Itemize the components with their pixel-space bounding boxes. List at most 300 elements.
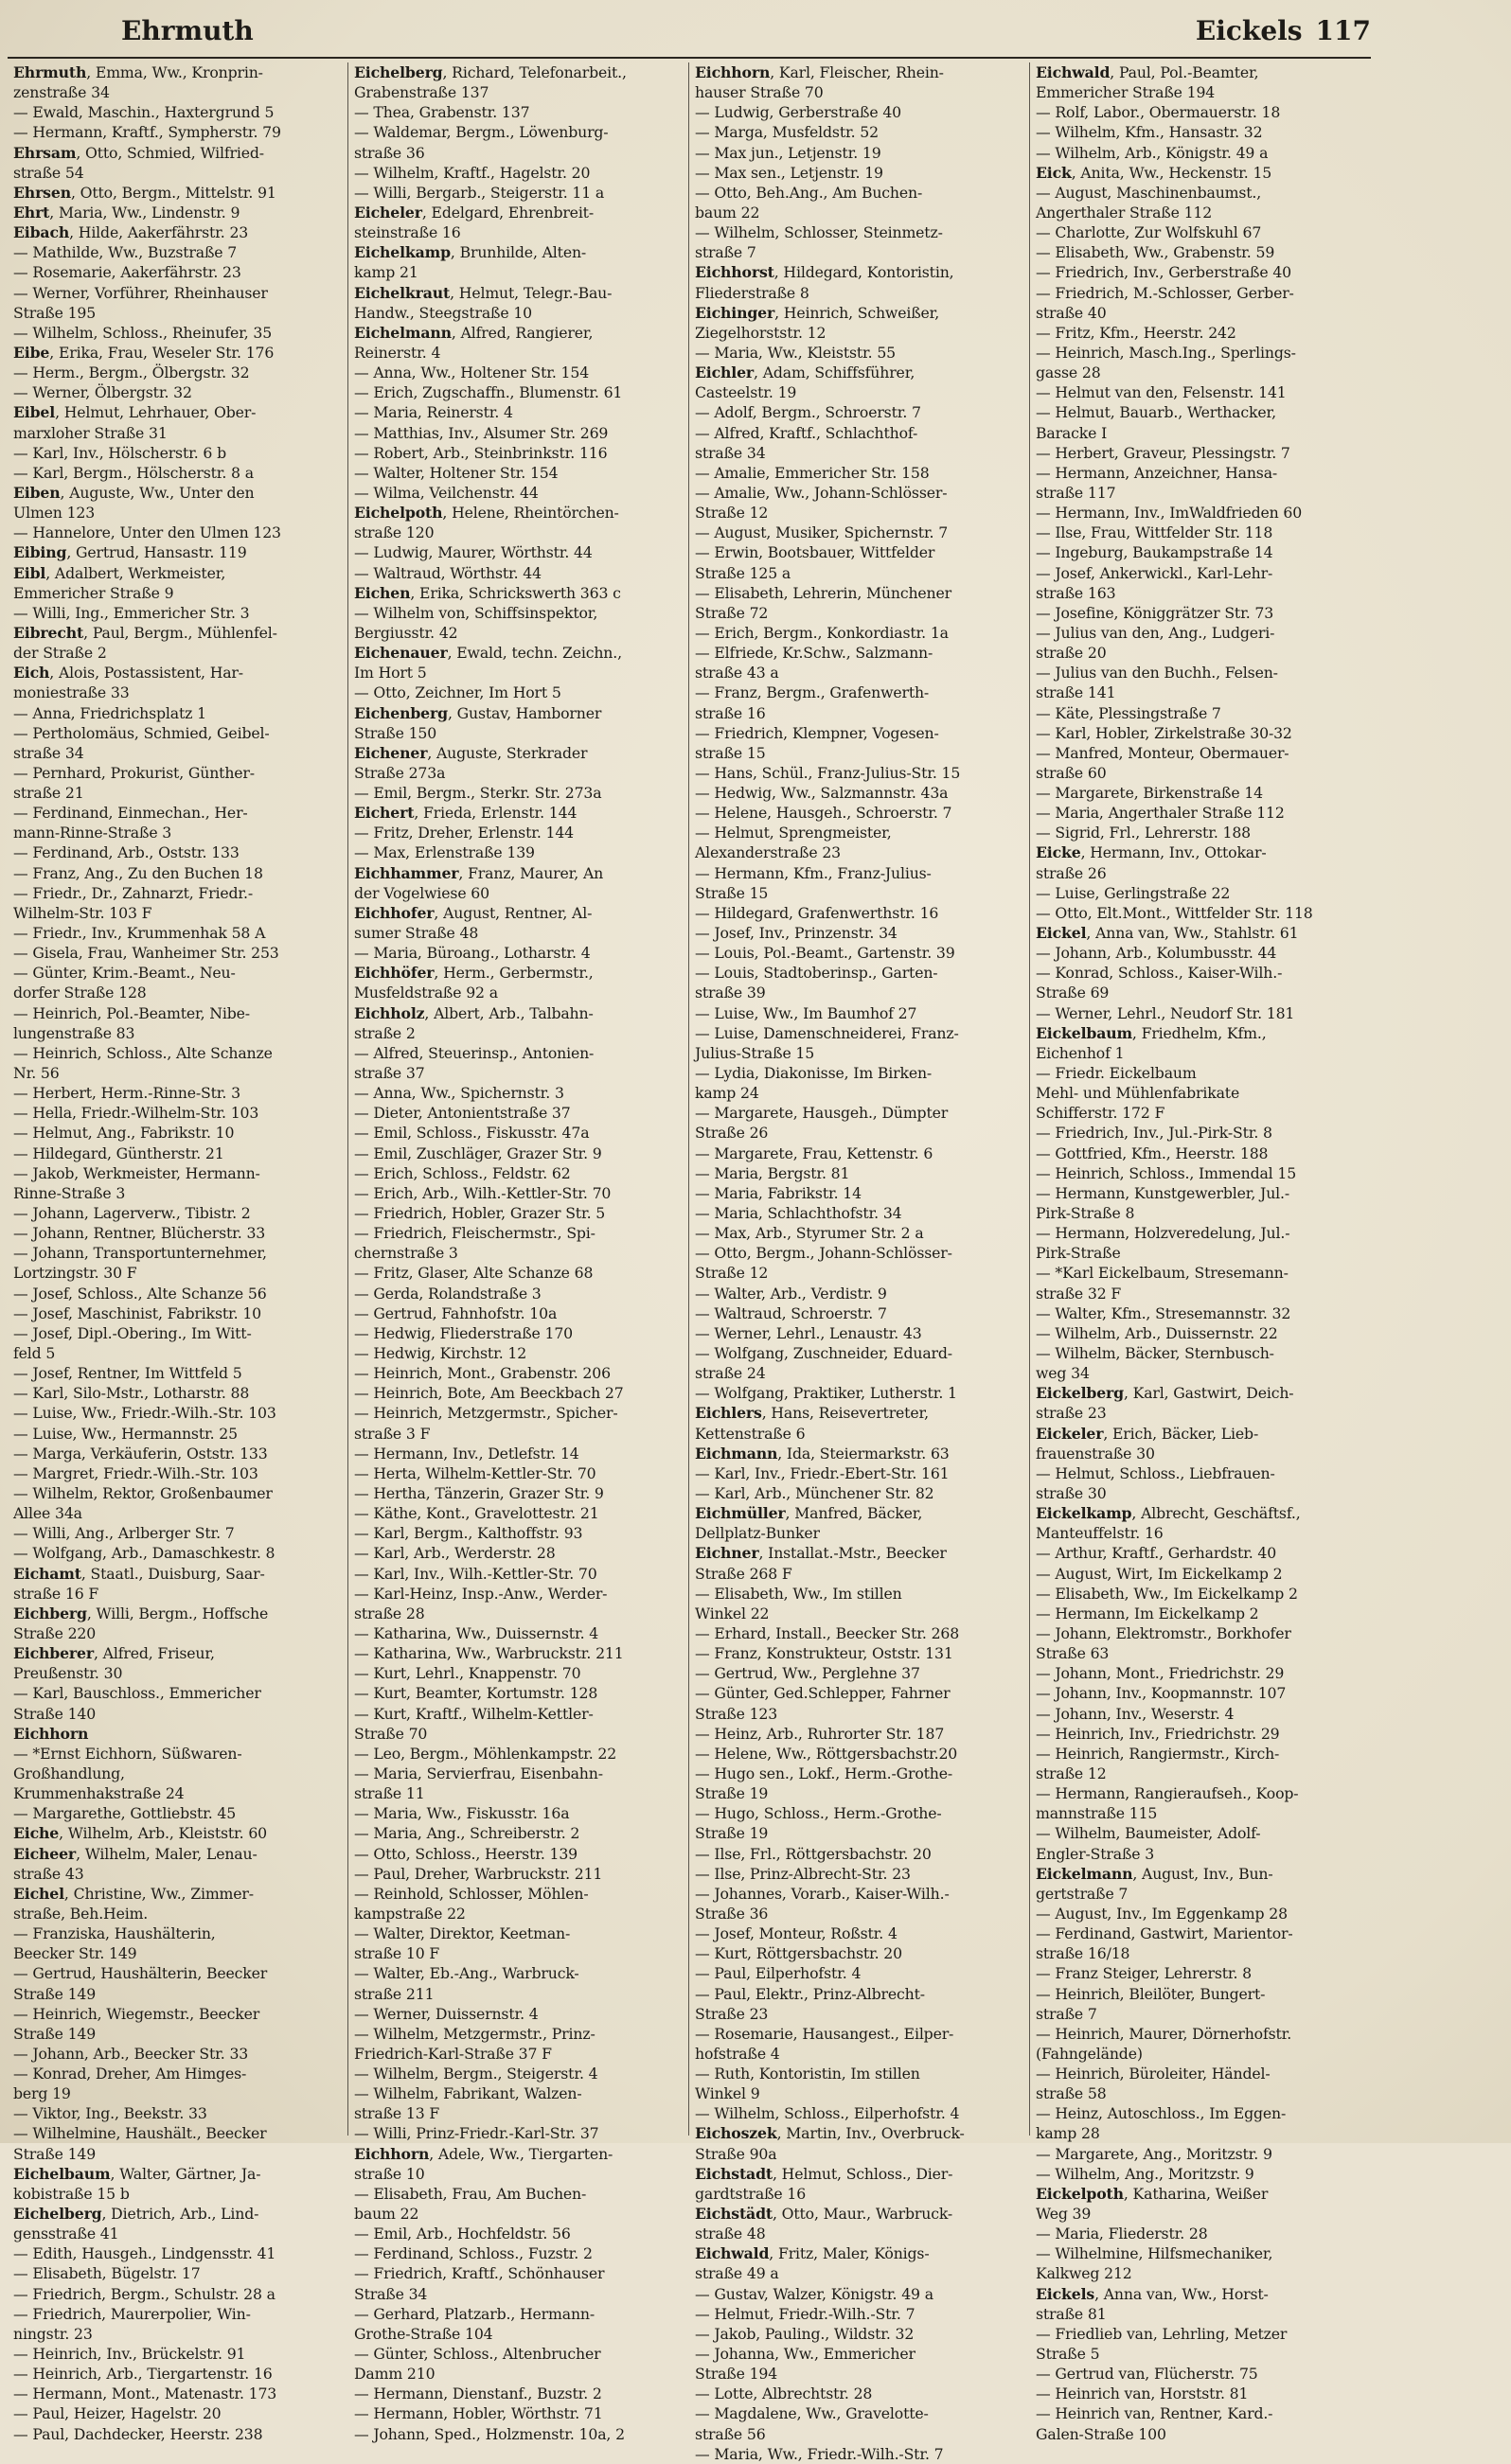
directory-line: — Friedrich, Inv., Jul.-Pirk-Str. 8 (1036, 1124, 1272, 1143)
directory-line: Eickel, Anna van, Ww., Stahlstr. 61 (1036, 924, 1299, 943)
directory-line: — Heinz, Arb., Ruhrorter Str. 187 (695, 1724, 945, 1743)
directory-line: Allee 34a (13, 1504, 82, 1523)
directory-line: — Kurt, Lehrl., Knappenstr. 70 (354, 1664, 581, 1683)
directory-line: Eiben, Auguste, Ww., Unter den (13, 483, 255, 502)
directory-line: — Heinrich, Metzgermstr., Spicher- (354, 1404, 618, 1423)
directory-line: — Luise, Ww., Hermannstr. 25 (13, 1424, 238, 1443)
directory-line: Eichen, Erika, Schrickswerth 363 c (354, 583, 621, 602)
directory-line: — Anna, Friedrichsplatz 1 (13, 703, 206, 722)
directory-line: Eichinger, Heinrich, Schweißer, (695, 303, 940, 322)
directory-line: Galen-Straße 100 (1036, 2424, 1166, 2443)
directory-line: — Anna, Ww., Spichernstr. 3 (354, 1084, 564, 1103)
directory-line: Eibrecht, Paul, Bergm., Mühlenfel- (13, 623, 277, 642)
directory-line: straße 7 (695, 243, 756, 262)
directory-line: — Josef, Dipl.-Obering., Im Witt- (13, 1323, 252, 1342)
directory-line: — Johanna, Ww., Emmericher (695, 2345, 915, 2364)
directory-line: — Josef, Ankerwickl., Karl-Lehr- (1036, 563, 1273, 582)
directory-line: hauser Straße 70 (695, 83, 824, 102)
directory-line: — Karl, Inv., Hölscherstr. 6 b (13, 443, 226, 462)
directory-line: Eichelberg, Richard, Telefonarbeit., (354, 63, 627, 81)
directory-line: — Gustav, Walzer, Königstr. 49 a (695, 2284, 933, 2303)
directory-line: Ehrmuth, Emma, Ww., Kronprin- (13, 63, 263, 81)
directory-line: — Maria, Servierfrau, Eisenbahn- (354, 1764, 603, 1782)
directory-line: — Rosemarie, Hausangest., Eilper- (695, 2024, 954, 2043)
directory-line: Eichlers, Hans, Reisevertreter, (695, 1404, 929, 1423)
column-4 (1030, 62, 1371, 2443)
directory-line: chernstraße 3 (354, 1244, 458, 1263)
directory-line: Kettenstraße 6 (695, 1424, 806, 1443)
directory-line: — Hermann, Rangieraufseh., Koop- (1036, 1784, 1299, 1803)
directory-line: — Paul, Heizer, Hagelstr. 20 (13, 2404, 222, 2423)
directory-line: — Hermann, Hobler, Wörthstr. 71 (354, 2404, 603, 2423)
directory-line: Nr. 56 (13, 1064, 60, 1083)
directory-line: straße 16 (695, 703, 766, 722)
directory-line: — Hermann, Dienstanf., Buzstr. 2 (354, 2384, 602, 2403)
directory-line: Emmericher Straße 194 (1036, 83, 1216, 102)
directory-line: Eichstadt, Helmut, Schloss., Dier- (695, 2164, 953, 2183)
directory-line: — Maria, Ww., Kleiststr. 55 (695, 343, 896, 362)
directory-line: — Elisabeth, Ww., Im stillen (695, 1584, 902, 1603)
directory-line: Im Hort 5 (354, 664, 427, 682)
directory-line: — Marga, Verkäuferin, Oststr. 133 (13, 1444, 268, 1462)
directory-line: straße 2 (354, 1023, 416, 1042)
directory-line: — Karl, Inv., Friedr.-Ebert-Str. 161 (695, 1463, 950, 1482)
directory-line: — Ferdinand, Schloss., Fuzstr. 2 (354, 2244, 593, 2263)
directory-line: — Wilhelmine, Hilfsmechaniker, (1036, 2244, 1273, 2263)
directory-line: — Elisabeth, Frau, Am Buchen- (354, 2184, 587, 2203)
directory-line: — Charlotte, Zur Wolfskuhl 67 (1036, 223, 1262, 242)
directory-line: Straße 149 (13, 2144, 97, 2163)
directory-line: — Lydia, Diakonisse, Im Birken- (695, 1064, 933, 1083)
directory-line: straße 24 (695, 1364, 766, 1383)
directory-line: straße 34 (13, 743, 84, 762)
directory-line: straße 40 (1036, 303, 1107, 322)
directory-line: — Ingeburg, Baukampstraße 14 (1036, 543, 1273, 562)
directory-line: — Josef, Maschinist, Fabrikstr. 10 (13, 1303, 261, 1322)
directory-line: — Otto, Bergm., Johann-Schlösser- (695, 1244, 952, 1263)
running-head-right-name: Eickels (1195, 15, 1303, 46)
directory-line: — Hannelore, Unter den Ulmen 123 (13, 523, 281, 542)
directory-line: — Max sen., Letjenstr. 19 (695, 163, 883, 182)
directory-line: — Thea, Grabenstr. 137 (354, 103, 530, 122)
directory-line: straße 60 (1036, 763, 1107, 782)
directory-line: marxloher Straße 31 (13, 423, 168, 442)
directory-line: — Johann, Transportunternehmer, (13, 1244, 267, 1263)
directory-line: — Erich, Bergm., Konkordiastr. 1a (695, 623, 949, 642)
directory-line: — Günter, Schloss., Altenbrucher (354, 2345, 601, 2364)
directory-line: — Heinrich, Bote, Am Beeckbach 27 (354, 1384, 624, 1403)
directory-line: — Emil, Bergm., Sterkr. Str. 273a (354, 784, 602, 803)
directory-line: — Hedwig, Fliederstraße 170 (354, 1323, 574, 1342)
directory-line: weg 34 (1036, 1364, 1090, 1383)
directory-line: Eichelkraut, Helmut, Telegr.-Bau- (354, 283, 613, 302)
directory-line: straße 36 (354, 143, 425, 162)
directory-line: — Werner, Lehrl., Lenaustr. 43 (695, 1323, 922, 1342)
directory-line: Eichamt, Staatl., Duisburg, Saar- (13, 1564, 265, 1583)
directory-line: — Heinrich, Rangiermstr., Kirch- (1036, 1744, 1280, 1763)
directory-line: Straße 19 (695, 1784, 769, 1803)
directory-line: — Willi, Ang., Arlberger Str. 7 (13, 1524, 235, 1543)
header-rule (8, 57, 1371, 59)
directory-line: — Karl, Bergm., Hölscherstr. 8 a (13, 463, 254, 482)
directory-line: gertstraße 7 (1036, 1884, 1129, 1903)
directory-line: — Hermann, Kraftf., Sympherstr. 79 (13, 123, 281, 142)
directory-line: Straße 70 (354, 1724, 428, 1743)
directory-line: straße 13 F (354, 2104, 440, 2123)
directory-line: — Alfred, Kraftf., Schlachthof- (695, 423, 918, 442)
directory-line: — Heinrich, Inv., Friedrichstr. 29 (1036, 1724, 1280, 1743)
directory-line: — Helmut, Sprengmeister, (695, 824, 892, 842)
directory-line: Krummenhakstraße 24 (13, 1784, 185, 1803)
directory-line: — Ilse, Frl., Röttgersbachstr. 20 (695, 1844, 932, 1863)
directory-line: — Waltraud, Wörthstr. 44 (354, 563, 542, 582)
directory-line: — Friedrich, Fleischermstr., Spi- (354, 1224, 596, 1243)
directory-line: — Werner, Lehrl., Neudorf Str. 181 (1036, 1003, 1295, 1022)
directory-line: — Josef, Schloss., Alte Schanze 56 (13, 1284, 267, 1303)
directory-line: — Hildegard, Grafenwerthstr. 16 (695, 903, 939, 922)
directory-line: Straße 194 (695, 2365, 778, 2384)
directory-line: — Louis, Stadtoberinsp., Garten- (695, 964, 938, 983)
directory-line: Musfeldstraße 92 a (354, 984, 498, 1002)
directory-line: — Ludwig, Gerberstraße 40 (695, 103, 902, 122)
directory-line: — Friedrich, Inv., Gerberstraße 40 (1036, 263, 1291, 282)
directory-line: Eickelkamp, Albrecht, Geschäftsf., (1036, 1504, 1301, 1523)
directory-line: Rinne-Straße 3 (13, 1183, 126, 1202)
directory-line: — Friedrich, Bergm., Schulstr. 28 a (13, 2284, 276, 2303)
directory-line: Eicheer, Wilhelm, Maler, Lenau- (13, 1844, 258, 1863)
directory-line: Damm 210 (354, 2365, 436, 2384)
directory-line: der Straße 2 (13, 644, 107, 663)
directory-line: Ehrsam, Otto, Schmied, Wilfried- (13, 143, 264, 162)
directory-line: Straße 268 F (695, 1564, 792, 1583)
directory-line: — Margarete, Ang., Moritzstr. 9 (1036, 2144, 1272, 2163)
directory-line: straße 15 (695, 743, 766, 762)
directory-line: Grabenstraße 137 (354, 83, 489, 102)
directory-line: — Erhard, Install., Beecker Str. 268 (695, 1623, 960, 1642)
directory-line: — Alfred, Steuerinsp., Antonien- (354, 1043, 595, 1062)
directory-line: — Ludwig, Maurer, Wörthstr. 44 (354, 543, 593, 562)
directory-line: Beecker Str. 149 (13, 1944, 137, 1963)
directory-line: — Dieter, Antonientstraße 37 (354, 1104, 571, 1123)
directory-line: — Wilhelm von, Schiffsinspektor, (354, 603, 598, 622)
directory-line: — Paul, Eilperhofstr. 4 (695, 1964, 862, 1983)
directory-line: Straße 123 (695, 1704, 778, 1723)
directory-line: — Fritz, Kfm., Heerstr. 242 (1036, 323, 1236, 342)
directory-line: kamp 24 (695, 1084, 759, 1103)
directory-line: — Wilhelm, Kfm., Hansastr. 32 (1036, 123, 1263, 142)
directory-line: — Johann, Sped., Holzmenstr. 10a, 2 (354, 2424, 625, 2443)
directory-line: — Maria, Bergstr. 81 (695, 1163, 850, 1182)
directory-line: — Friedrich, M.-Schlosser, Gerber- (1036, 283, 1294, 302)
directory-line: — Jakob, Pauling., Wildstr. 32 (695, 2324, 915, 2343)
directory-line: — Heinrich, Schloss., Alte Schanze (13, 1043, 273, 1062)
directory-line: — Otto, Elt.Mont., Wittfelder Str. 118 (1036, 903, 1313, 922)
directory-line: Eickelpoth, Katharina, Weißer (1036, 2184, 1269, 2203)
directory-line: — Käthe, Kont., Gravelottestr. 21 (354, 1504, 599, 1523)
directory-line: — Louis, Pol.-Beamt., Gartenstr. 39 (695, 944, 955, 963)
directory-line: Schifferstr. 172 F (1036, 1104, 1165, 1123)
directory-line: — Walter, Eb.-Ang., Warbruck- (354, 1964, 579, 1983)
directory-line: — Hans, Schül., Franz-Julius-Str. 15 (695, 763, 961, 782)
directory-line: — Luise, Damenschneiderei, Franz- (695, 1023, 959, 1042)
directory-line: Straße 15 (695, 883, 769, 902)
directory-line: Eichholz, Albert, Arb., Talbahn- (354, 1003, 594, 1022)
directory-line: — Elisabeth, Bügelstr. 17 (13, 2264, 201, 2283)
directory-line: — Werner, Duissernstr. 4 (354, 2004, 539, 2023)
directory-line: — Maria, Büroang., Lotharstr. 4 (354, 944, 591, 963)
directory-line: — Hermann, Im Eickelkamp 2 (1036, 1604, 1259, 1622)
directory-line: — Maria, Reinerstr. 4 (354, 403, 513, 422)
directory-line: straße 3 F (354, 1424, 431, 1443)
directory-line: Straße 273a (354, 763, 446, 782)
directory-line: Großhandlung, (13, 1764, 125, 1782)
directory-line: — Margarethe, Gottliebstr. 45 (13, 1804, 237, 1823)
directory-line: — Wilhelmine, Haushält., Beecker (13, 2124, 267, 2143)
directory-line: — Helene, Hausgeh., Schroerstr. 7 (695, 804, 952, 823)
directory-line: — Wilhelm, Schloss., Eilperhofstr. 4 (695, 2104, 960, 2123)
directory-line: — Gerda, Rolandstraße 3 (354, 1284, 542, 1303)
directory-line: straße 7 (1036, 2004, 1097, 2023)
directory-line: — Julius van den, Ang., Ludgeri- (1036, 623, 1275, 642)
directory-line: Eick, Anita, Ww., Heckenstr. 15 (1036, 163, 1272, 182)
directory-line: straße 54 (13, 163, 84, 182)
directory-line: Eicke, Hermann, Inv., Ottokar- (1036, 843, 1267, 862)
directory-line: straße 32 F (1036, 1284, 1122, 1303)
directory-line: Eichner, Installat.-Mstr., Beecker (695, 1544, 947, 1563)
directory-line: — Kurt, Röttgersbachstr. 20 (695, 1944, 902, 1963)
directory-line: straße 120 (354, 523, 435, 542)
directory-line: — Josef, Inv., Prinzenstr. 34 (695, 924, 898, 943)
directory-line: — Gottfried, Kfm., Heerstr. 188 (1036, 1143, 1269, 1162)
directory-line: Straße 125 a (695, 563, 791, 582)
directory-line: berg 19 (13, 2084, 71, 2103)
directory-line: — Elisabeth, Lehrerin, Münchener (695, 583, 951, 602)
directory-line: — Lotte, Albrechtstr. 28 (695, 2384, 873, 2403)
directory-line: — Wilhelm, Bergm., Steigerstr. 4 (354, 2065, 598, 2083)
directory-line: baum 22 (354, 2205, 419, 2224)
directory-line: — Emil, Schloss., Fiskusstr. 47a (354, 1124, 590, 1143)
directory-line: straße 20 (1036, 644, 1107, 663)
directory-line: — Günter, Krim.-Beamt., Neu- (13, 964, 236, 983)
directory-line: Handw., Steegstraße 10 (354, 303, 532, 322)
directory-line: Eibl, Adalbert, Werkmeister, (13, 563, 226, 582)
directory-line: — Maria, Fliederstr. 28 (1036, 2225, 1208, 2243)
directory-line: straße 11 (354, 1784, 425, 1803)
directory-line: — Amalie, Emmericher Str. 158 (695, 463, 930, 482)
directory-line: straße 10 (354, 2164, 425, 2183)
directory-line: Lortzingstr. 30 F (13, 1264, 137, 1283)
directory-line: — August, Musiker, Spichernstr. 7 (695, 523, 949, 542)
directory-line: straße 58 (1036, 2084, 1107, 2103)
directory-line: — Karl, Arb., Werderstr. 28 (354, 1544, 556, 1563)
directory-line: — Rolf, Labor., Obermauerstr. 18 (1036, 103, 1281, 122)
directory-line: Kalkweg 212 (1036, 2264, 1132, 2283)
directory-line: Eichhofer, August, Rentner, Al- (354, 903, 593, 922)
directory-line: — Ruth, Kontoristin, Im stillen (695, 2065, 920, 2083)
directory-line: — Marga, Musfeldstr. 52 (695, 123, 879, 142)
directory-line: (Fahngelände) (1036, 2044, 1143, 2063)
directory-line: — Herbert, Herm.-Rinne-Str. 3 (13, 1084, 240, 1103)
directory-line: Eichstädt, Otto, Maur., Warbruck- (695, 2205, 953, 2224)
directory-line: — August, Inv., Im Eggenkamp 28 (1036, 1904, 1288, 1923)
directory-line: Grothe-Straße 104 (354, 2324, 493, 2343)
directory-line: — Paul, Dreher, Warbruckstr. 211 (354, 1864, 603, 1883)
directory-line: — Paul, Elektr., Prinz-Albrecht- (695, 1984, 925, 2003)
directory-line: — Hermann, Kunstgewerbler, Jul.- (1036, 1183, 1290, 1202)
directory-line: — Herm., Bergm., Ölbergstr. 32 (13, 363, 250, 382)
directory-line: Eichelmann, Alfred, Rangierer, (354, 323, 594, 342)
directory-line: — Johann, Elektromstr., Borkhofer (1036, 1623, 1291, 1642)
directory-line: — Willi, Ing., Emmericher Str. 3 (13, 603, 250, 622)
directory-line: — Heinrich, Inv., Brückelstr. 91 (13, 2345, 246, 2364)
directory-line: — Helmut, Friedr.-Wilh.-Str. 7 (695, 2304, 915, 2323)
directory-line: Straße 12 (695, 504, 769, 523)
directory-line: steinstraße 16 (354, 223, 461, 242)
directory-line: Eichel, Christine, Ww., Zimmer- (13, 1884, 254, 1903)
column-2 (348, 62, 689, 2443)
directory-line: — Hildegard, Güntherstr. 21 (13, 1143, 224, 1162)
directory-line: — Rosemarie, Aakerfährstr. 23 (13, 263, 241, 282)
directory-line: — Kurt, Beamter, Kortumstr. 128 (354, 1684, 598, 1703)
directory-line: — Hermann, Inv., Detlefstr. 14 (354, 1444, 579, 1462)
directory-line: straße 48 (695, 2225, 766, 2243)
directory-line: — Herta, Wilhelm-Kettler-Str. 70 (354, 1463, 596, 1482)
directory-line: — Karl, Hobler, Zirkelstraße 30-32 (1036, 723, 1292, 742)
directory-line: — Heinrich, Masch.Ing., Sperlings- (1036, 343, 1296, 362)
directory-line: — Ewald, Maschin., Haxtergrund 5 (13, 103, 275, 122)
directory-line: Eickeler, Erich, Bäcker, Lieb- (1036, 1424, 1259, 1443)
directory-line: — Franz Steiger, Lehrerstr. 8 (1036, 1964, 1253, 1983)
directory-line: straße 163 (1036, 583, 1116, 602)
directory-line: Eichwald, Paul, Pol.-Beamter, (1036, 63, 1259, 81)
directory-line: Straße 72 (695, 603, 769, 622)
directory-line: — Katharina, Ww., Warbruckstr. 211 (354, 1644, 624, 1663)
directory-line: Straße 34 (354, 2284, 428, 2303)
directory-line: — Karl-Heinz, Insp.-Anw., Werder- (354, 1584, 608, 1603)
directory-line: Alexanderstraße 23 (695, 843, 841, 862)
directory-line: — Helmut, Ang., Fabrikstr. 10 (13, 1124, 235, 1143)
directory-line: straße 211 (354, 1984, 435, 2003)
directory-line: — Heinrich, Pol.-Beamter, Nibe- (13, 1003, 250, 1022)
directory-line: — Katharina, Ww., Duissernstr. 4 (354, 1623, 599, 1642)
directory-line: Eichener, Auguste, Sterkrader (354, 743, 588, 762)
directory-line: — Heinrich, Maurer, Dörnerhofstr. (1036, 2024, 1292, 2043)
directory-line: — Sigrid, Frl., Lehrerstr. 188 (1036, 824, 1252, 842)
directory-line: Eichelpoth, Helene, Rheintörchen- (354, 504, 619, 523)
page-number: 117 (1315, 15, 1371, 46)
directory-line: straße 23 (1036, 1404, 1107, 1423)
directory-line: — Hertha, Tänzerin, Grazer Str. 9 (354, 1483, 604, 1502)
running-head-left: Ehrmuth (121, 15, 254, 46)
directory-line: — Franz, Bergm., Grafenwerth- (695, 683, 930, 702)
directory-line: — Fritz, Glaser, Alte Schanze 68 (354, 1264, 594, 1283)
directory-line: — Friedr. Eickelbaum (1036, 1064, 1197, 1083)
directory-line: — Hella, Friedr.-Wilhelm-Str. 103 (13, 1104, 259, 1123)
directory-line: — Franz, Ang., Zu den Buchen 18 (13, 863, 263, 882)
directory-line: Straße 12 (695, 1264, 769, 1283)
directory-line: — Robert, Arb., Steinbrinkstr. 116 (354, 443, 608, 462)
directory-line: Friedrich-Karl-Straße 37 F (354, 2044, 552, 2063)
directory-line: — Max, Erlenstraße 139 (354, 843, 535, 862)
directory-line: sumer Straße 48 (354, 924, 479, 943)
directory-line: — August, Maschinenbaumst., (1036, 183, 1262, 202)
directory-line: — Ferdinand, Einmechan., Her- (13, 804, 248, 823)
directory-line: — Adolf, Bergm., Schroerstr. 7 (695, 403, 921, 422)
directory-line: — Wolfgang, Zuschneider, Eduard- (695, 1344, 952, 1362)
directory-line: — Wilhelm, Schlosser, Steinmetz- (695, 223, 943, 242)
directory-line: — Hermann, Anzeichner, Hansa- (1036, 463, 1278, 482)
directory-line: — Karl, Inv., Wilh.-Kettler-Str. 70 (354, 1564, 597, 1583)
directory-line: — Franz, Konstrukteur, Oststr. 131 (695, 1644, 953, 1663)
directory-line: — August, Wirt, Im Eickelkamp 2 (1036, 1564, 1283, 1583)
directory-line: — Wilhelm, Kraftf., Hagelstr. 20 (354, 163, 591, 182)
directory-line: straße 141 (1036, 683, 1116, 702)
directory-line: Straße 150 (354, 723, 437, 742)
directory-line: — Erich, Zugschaffn., Blumenstr. 61 (354, 383, 623, 402)
directory-line: Ehrt, Maria, Ww., Lindenstr. 9 (13, 203, 240, 222)
directory-line: — Hedwig, Ww., Salzmannstr. 43a (695, 784, 949, 803)
directory-line: — Johann, Rentner, Blücherstr. 33 (13, 1224, 266, 1243)
directory-line: — Emil, Arb., Hochfeldstr. 56 (354, 2225, 571, 2243)
directory-line: — Werner, Ölbergstr. 32 (13, 383, 192, 402)
directory-line: Casteelstr. 19 (695, 383, 797, 402)
directory-line: Straße 195 (13, 303, 97, 322)
directory-line: — Heinrich, Wiegemstr., Beecker (13, 2004, 260, 2023)
directory-line: Eibing, Gertrud, Hansastr. 119 (13, 543, 247, 562)
directory-line: Eichelbaum, Walter, Gärtner, Ja- (13, 2164, 261, 2183)
directory-line: Eichhorn, Karl, Fleischer, Rhein- (695, 63, 944, 81)
directory-line: — Karl, Arb., Münchener Str. 82 (695, 1483, 934, 1502)
directory-line: Julius-Straße 15 (695, 1043, 815, 1062)
directory-line: Eichhorst, Hildegard, Kontoristin, (695, 263, 954, 282)
directory-line: Straße 23 (695, 2004, 769, 2023)
directory-line: — Herbert, Graveur, Plessingstr. 7 (1036, 443, 1290, 462)
directory-line: straße 26 (1036, 863, 1107, 882)
directory-line: straße 43 (13, 1864, 84, 1883)
directory-line: straße 21 (13, 784, 84, 803)
directory-line: — Heinrich, Mont., Grabenstr. 206 (354, 1364, 611, 1383)
directory-line: Engler-Straße 3 (1036, 1844, 1155, 1863)
directory-line: Eichhorn (13, 1724, 89, 1743)
directory-line: — Wilhelm, Arb., Königstr. 49 a (1036, 143, 1269, 162)
directory-line: — Wilma, Veilchenstr. 44 (354, 483, 539, 502)
directory-line: — Margarete, Hausgeh., Dümpter (695, 1104, 949, 1123)
directory-line: — Mathilde, Ww., Buzstraße 7 (13, 243, 238, 262)
directory-line: — Gertrud, Fahnhofstr. 10a (354, 1303, 558, 1322)
directory-line: Bergiusstr. 42 (354, 623, 458, 642)
directory-line: straße 10 F (354, 1944, 440, 1963)
directory-line: — *Karl Eickelbaum, Stresemann- (1036, 1264, 1289, 1283)
directory-line: — Pernhard, Prokurist, Günther- (13, 763, 255, 782)
directory-line: Ehrsen, Otto, Bergm., Mittelstr. 91 (13, 183, 276, 202)
directory-line: — Waldemar, Bergm., Löwenburg- (354, 123, 609, 142)
directory-line: gensstraße 41 (13, 2225, 119, 2243)
directory-line: straße 43 a (695, 664, 779, 682)
directory-line: — Emil, Zuschläger, Grazer Str. 9 (354, 1143, 602, 1162)
directory-line: — Amalie, Ww., Johann-Schlösser- (695, 483, 948, 502)
directory-line: Eiche, Wilhelm, Arb., Kleiststr. 60 (13, 1824, 268, 1843)
column-1 (8, 62, 348, 2443)
directory-line: hofstraße 4 (695, 2044, 780, 2063)
directory-line: frauenstraße 30 (1036, 1444, 1155, 1462)
directory-line: Angerthaler Straße 112 (1036, 203, 1213, 222)
directory-line: straße 81 (1036, 2304, 1107, 2323)
directory-line: — Walter, Arb., Verdistr. 9 (695, 1284, 887, 1303)
directory-line: — Käte, Plessingstraße 7 (1036, 703, 1221, 722)
directory-line: Eickelbaum, Friedhelm, Kfm., (1036, 1023, 1267, 1042)
directory-line: Straße 36 (695, 1904, 769, 1923)
directory-line: — Josefine, Königgrätzer Str. 73 (1036, 603, 1274, 622)
